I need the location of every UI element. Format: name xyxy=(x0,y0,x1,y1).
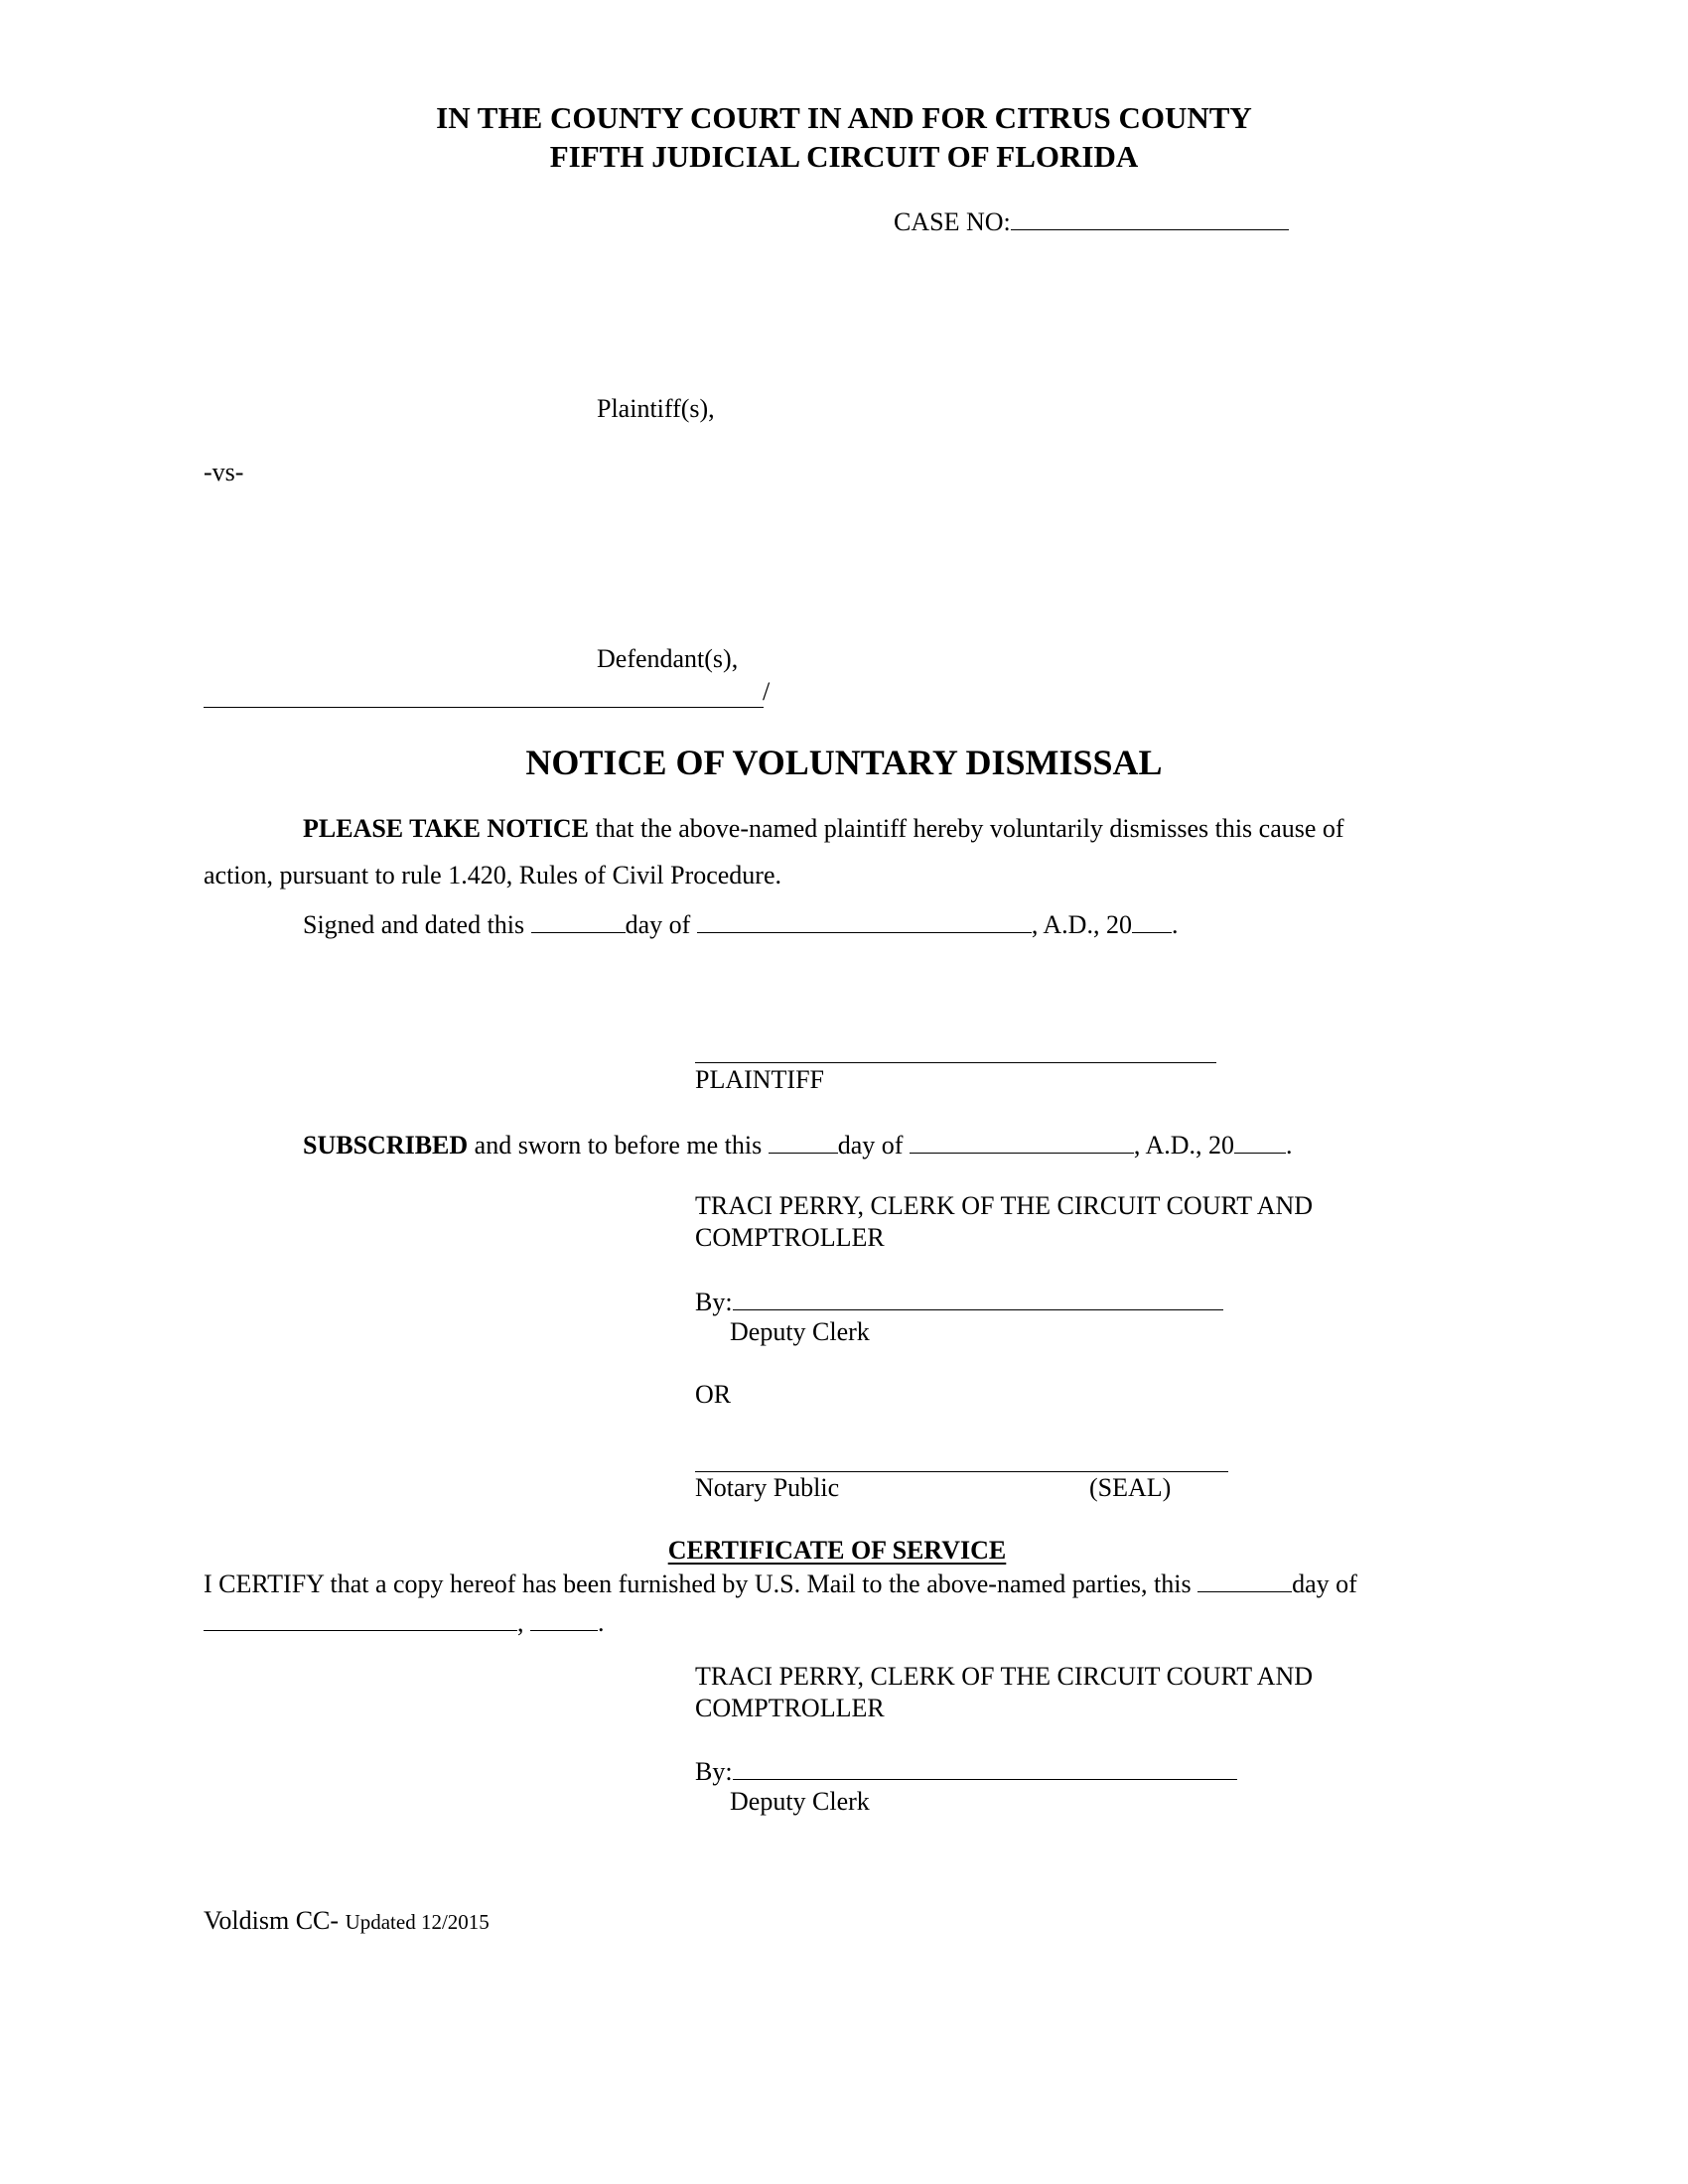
footer xyxy=(204,1908,490,1934)
defendant-name-field[interactable] xyxy=(204,596,760,635)
footer-updated: Updated 12/2015 xyxy=(345,1910,490,1934)
clerk1-line1: TRACI PERRY, CLERK OF THE CIRCUIT COURT AND xyxy=(695,1191,1314,1220)
subscribed-row xyxy=(303,1131,1293,1159)
case-no-label: CASE NO: xyxy=(894,207,1011,236)
subscribed-day-label: day of xyxy=(837,1131,910,1160)
signed-end: . xyxy=(1171,910,1179,939)
certificate-year-field[interactable] xyxy=(530,1608,598,1631)
clerk1-by-label: By: xyxy=(695,1288,733,1316)
certificate-heading-wrap xyxy=(0,1538,1674,1564)
certificate-day-label: day of xyxy=(1292,1570,1357,1598)
plaintiff-name-field[interactable] xyxy=(204,342,760,382)
vs-label: -vs- xyxy=(204,458,244,486)
clerk2-by-row xyxy=(695,1757,1237,1785)
notice-lead: PLEASE TAKE NOTICE xyxy=(303,814,590,843)
signed-prefix: Signed and dated this xyxy=(303,910,531,939)
certificate-comma: , xyxy=(517,1608,530,1637)
or-label: OR xyxy=(695,1380,732,1409)
certificate-day-field[interactable] xyxy=(1197,1570,1292,1592)
footer-form-id: Voldism CC- xyxy=(204,1906,346,1935)
certificate-line2 xyxy=(204,1608,605,1636)
plaintiff-signature-field[interactable] xyxy=(695,1032,1216,1063)
notice-text: that the above-named plaintiff hereby voluntarily dismisses this cause of xyxy=(589,814,1344,843)
clerk2-line2: COMPTROLLER xyxy=(695,1694,885,1722)
court-header-line1: IN THE COUNTY COURT IN AND FOR CITRUS COUNTY xyxy=(436,100,1252,135)
certificate-end: . xyxy=(598,1608,605,1637)
subscribed-month-field[interactable] xyxy=(910,1131,1134,1154)
signed-dated-row xyxy=(303,910,1178,938)
clerk2-by-signature-field[interactable] xyxy=(733,1757,1237,1780)
document-title: NOTICE OF VOLUNTARY DISMISSAL xyxy=(525,743,1163,782)
clerk1-deputy-label: Deputy Clerk xyxy=(730,1317,870,1346)
certificate-month-field[interactable] xyxy=(204,1608,517,1631)
caption-underline xyxy=(204,707,764,708)
subscribed-end: . xyxy=(1286,1131,1293,1160)
subscribed-year-field[interactable] xyxy=(1234,1131,1286,1154)
certificate-line1 xyxy=(204,1570,1357,1597)
plaintiff-label: Plaintiff(s), xyxy=(597,394,715,423)
plaintiff-signature-label: PLAINTIFF xyxy=(695,1065,825,1094)
subscribed-lead: SUBSCRIBED xyxy=(303,1131,469,1160)
certificate-text: I CERTIFY that a copy hereof has been furnished by U.S. Mail to the above-named parties, this xyxy=(204,1570,1198,1598)
certificate-heading: CERTIFICATE OF SERVICE xyxy=(667,1536,1007,1565)
court-header-line2: FIFTH JUDICIAL CIRCUIT OF FLORIDA xyxy=(549,139,1139,174)
clerk1-line2: COMPTROLLER xyxy=(695,1223,885,1252)
signed-ad-label: , A.D., 20 xyxy=(1031,910,1132,939)
signed-month-field[interactable] xyxy=(697,910,1032,933)
signed-day-field[interactable] xyxy=(531,910,626,933)
notice-paragraph-line1 xyxy=(303,816,1344,842)
clerk1-by-signature-field[interactable] xyxy=(733,1288,1223,1310)
seal-label: (SEAL) xyxy=(1089,1473,1172,1502)
clerk1-by-row xyxy=(695,1288,1223,1315)
notary-signature-field[interactable] xyxy=(695,1441,1228,1472)
subscribed-text: and sworn to before me this xyxy=(468,1131,769,1160)
subscribed-ad-label: , A.D., 20 xyxy=(1133,1131,1235,1160)
defendant-label: Defendant(s), xyxy=(597,644,739,673)
clerk2-line1: TRACI PERRY, CLERK OF THE CIRCUIT COURT AND xyxy=(695,1662,1314,1691)
notice-paragraph-line2: action, pursuant to rule 1.420, Rules of Civil Procedure. xyxy=(204,861,782,889)
signed-year-field[interactable] xyxy=(1132,910,1172,933)
caption-slash: / xyxy=(763,677,771,706)
notary-label: Notary Public xyxy=(695,1473,840,1502)
signed-day-label: day of xyxy=(625,910,697,939)
clerk2-deputy-label: Deputy Clerk xyxy=(730,1787,870,1816)
subscribed-day-field[interactable] xyxy=(769,1131,838,1154)
case-no-row xyxy=(894,207,1289,235)
clerk2-by-label: By: xyxy=(695,1757,733,1786)
case-no-field[interactable] xyxy=(1011,207,1289,230)
